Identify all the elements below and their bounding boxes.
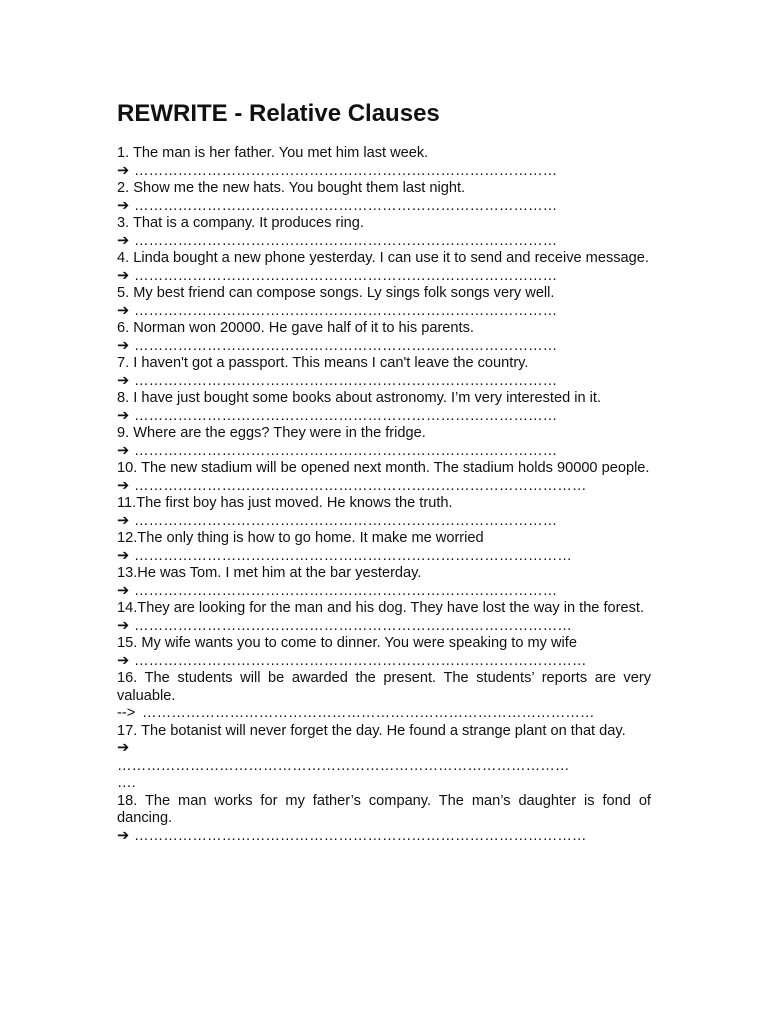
answer-line-2	[117, 198, 651, 216]
arrow-icon: ➔	[117, 582, 130, 599]
answer-dots: ……………………………………………………………………………	[134, 372, 558, 389]
answer-line-8	[117, 408, 651, 426]
answer-dots: …………………………………………………………………………………	[134, 652, 587, 669]
answer-dots: ……………………………………………………………………………	[134, 337, 558, 354]
answer-line-11	[117, 513, 651, 531]
arrow-icon: ➔	[117, 442, 130, 459]
answer-line-1	[117, 163, 651, 181]
arrow-icon: ➔	[117, 197, 130, 214]
answer-dots: …………………………………………………………………………………	[117, 757, 570, 774]
answer-dots: ……………………………………………………………………………	[134, 512, 558, 529]
answer-dots: …………………………………………………………………………………	[134, 477, 587, 494]
question-15: 15. My wife wants you to come to dinner. You were speaking to my wife	[117, 635, 577, 651]
arrow-icon: ➔	[117, 337, 130, 354]
arrow-icon: ➔	[117, 407, 130, 424]
question-1: 1. The man is her father. You met him last week.	[117, 145, 429, 161]
question-3: 3. That is a company. It produces ring.	[117, 215, 364, 231]
answer-dots: ……………………………………………………………………………	[134, 302, 558, 319]
question-18: 18. The man works for my father’s company. The man’s daughter is fond of dancing.	[117, 792, 651, 826]
exercise-list	[117, 145, 651, 845]
arrow-icon: ➔	[117, 232, 130, 249]
arrow-icon: ➔	[117, 652, 130, 669]
arrow-alt-icon: -->	[117, 705, 136, 721]
answer-line-17-tail: ….	[117, 775, 136, 791]
question-6: 6. Norman won 20000. He gave half of it to his parents.	[117, 320, 474, 336]
question-10: 10. The new stadium will be opened next month. The stadium holds 90000 people.	[117, 460, 650, 476]
answer-line-17	[117, 758, 651, 776]
arrow-icon: ➔	[117, 827, 130, 844]
question-14: 14.They are looking for the man and his dog. They have lost the way in the forest.	[117, 600, 645, 616]
answer-line-3	[117, 233, 651, 251]
answer-dots: ……………………………………………………………………………	[134, 197, 558, 214]
answer-dots: …………………………………………………………………………………	[134, 827, 587, 844]
answer-line-4	[117, 268, 651, 286]
question-16: 16. The students will be awarded the present. The students’ reports are very valuable.	[117, 670, 651, 704]
question-4: 4. Linda bought a new phone yesterday. I can use it to send and receive message.	[117, 250, 649, 266]
question-9: 9. Where are the eggs? They were in the fridge.	[117, 425, 426, 441]
question-5: 5. My best friend can compose songs. Ly sings folk songs very well.	[117, 285, 555, 301]
answer-line-15	[117, 653, 651, 671]
arrow-icon: ➔	[117, 302, 130, 319]
answer-line-9	[117, 443, 651, 461]
arrow-icon: ➔	[117, 617, 130, 634]
answer-line-17-arrow	[117, 740, 651, 758]
answer-dots: ……………………………………………………………………………	[134, 442, 558, 459]
question-13: 13.He was Tom. I met him at the bar yesterday.	[117, 565, 422, 581]
arrow-icon: ➔	[117, 267, 130, 284]
arrow-icon: ➔	[117, 547, 130, 564]
answer-dots: ……………………………………………………………………………	[134, 232, 558, 249]
question-2: 2. Show me the new hats. You bought them last night.	[117, 180, 466, 196]
answer-line-7	[117, 373, 651, 391]
question-12: 12.The only thing is how to go home. It make me worried	[117, 530, 484, 546]
answer-dots: ……………………………………………………………………………	[134, 267, 558, 284]
answer-dots: ………………………………………………………………………………	[134, 617, 572, 634]
answer-line-14	[117, 618, 651, 636]
answer-dots: ………………………………………………………………………………	[134, 547, 572, 564]
answer-line-18	[117, 828, 651, 846]
arrow-icon: ➔	[117, 740, 130, 756]
question-8: 8. I have just bought some books about astronomy. I’m very interested in it.	[117, 390, 602, 406]
answer-line-5	[117, 303, 651, 321]
answer-line-6	[117, 338, 651, 356]
arrow-icon: ➔	[117, 477, 130, 494]
answer-line-16	[117, 705, 651, 723]
arrow-icon: ➔	[117, 162, 130, 179]
arrow-icon: ➔	[117, 372, 130, 389]
question-11: 11.The first boy has just moved. He knows the truth.	[117, 495, 453, 511]
answer-line-13	[117, 583, 651, 601]
question-17: 17. The botanist will never forget the day. He found a strange plant on that day.	[117, 722, 626, 739]
arrow-icon: ➔	[117, 512, 130, 529]
answer-dots: ……………………………………………………………………………	[134, 582, 558, 599]
page-title: REWRITE - Relative Clauses	[117, 100, 440, 127]
answer-line-12	[117, 548, 651, 566]
answer-dots: …………………………………………………………………………………	[142, 705, 595, 721]
question-7: 7. I haven't got a passport. This means I can't leave the country.	[117, 355, 529, 371]
answer-dots: ……………………………………………………………………………	[134, 162, 558, 179]
answer-dots: ……………………………………………………………………………	[134, 407, 558, 424]
answer-line-10	[117, 478, 651, 496]
